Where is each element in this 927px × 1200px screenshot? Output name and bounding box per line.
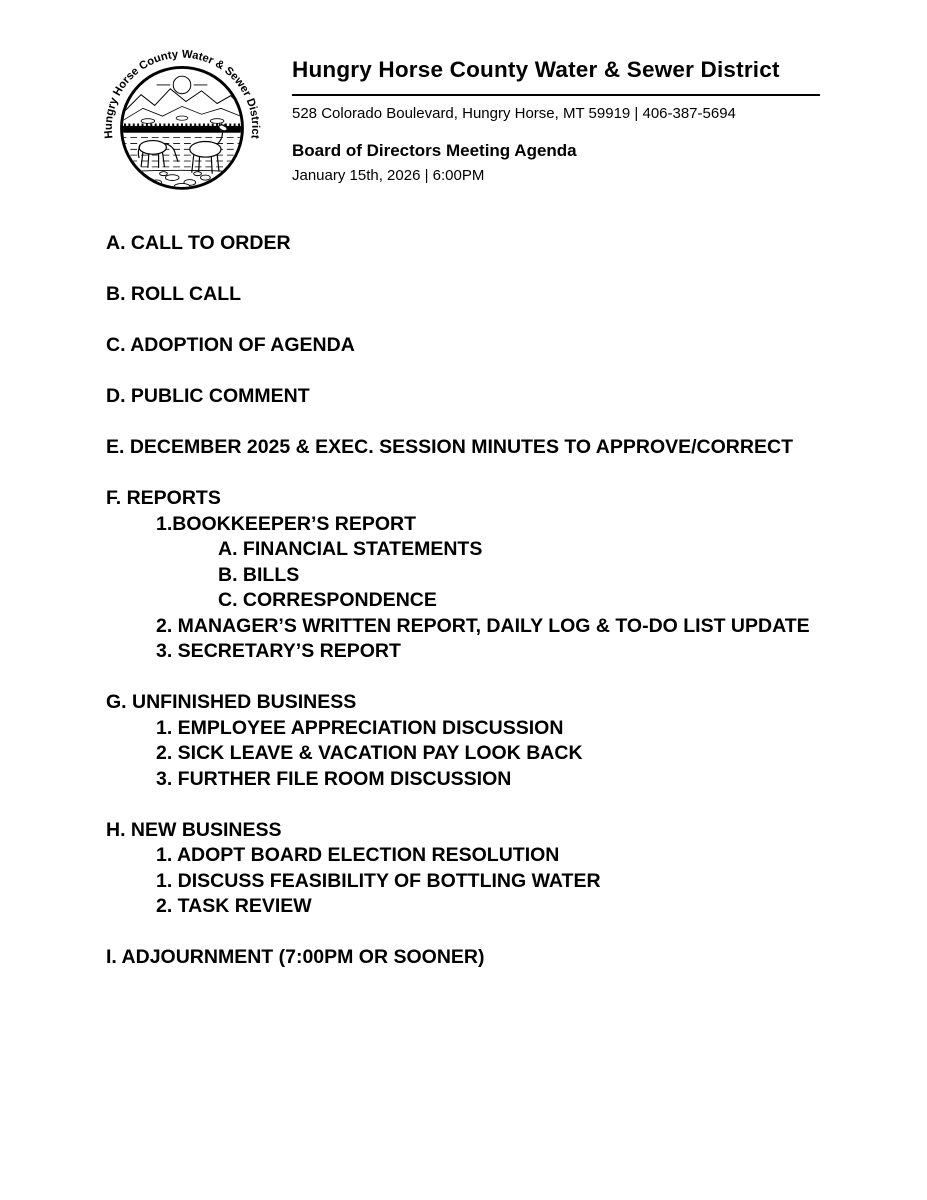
agenda-section-i [106, 945, 896, 971]
agenda-item: C. ADOPTION OF AGENDA [106, 334, 355, 356]
agenda-subitem: 2. MANAGER’S WRITTEN REPORT, DAILY LOG & TO-DO LIST UPDATE [156, 614, 810, 637]
address-phone: 528 Colorado Boulevard, Hungry Horse, MT 59919 | 406-387-5694 [292, 105, 736, 122]
agenda-item: E. DECEMBER 2025 & EXEC. SESSION MINUTES TO APPROVE/CORRECT [106, 436, 793, 458]
agenda-item: H. NEW BUSINESS [106, 818, 282, 841]
agenda-subitem: 1. EMPLOYEE APPRECIATION DISCUSSION [156, 716, 564, 739]
agenda-item: G. UNFINISHED BUSINESS [106, 691, 357, 713]
agenda-list [106, 231, 896, 996]
agenda-item: B. ROLL CALL [106, 283, 242, 305]
district-seal-illustration [96, 44, 268, 200]
doc-title: Board of Directors Meeting Agenda [292, 141, 577, 160]
agenda-subitem: 2. TASK REVIEW [156, 895, 312, 917]
agenda-subitem: 1. ADOPT BOARD ELECTION RESOLUTION [156, 844, 560, 866]
agenda-section-b [106, 282, 896, 308]
agenda-item: F. REPORTS [106, 487, 221, 509]
agenda-subsubitem: B. BILLS [218, 563, 300, 586]
agenda-subsubitem: C. CORRESPONDENCE [218, 589, 437, 611]
agenda-subitem: 3. SECRETARY’S REPORT [156, 640, 401, 662]
agenda-section-f [106, 486, 896, 665]
agenda-item: D. PUBLIC COMMENT [106, 385, 310, 407]
agenda-section-g [106, 690, 896, 792]
agenda-item: A. CALL TO ORDER [106, 232, 291, 254]
agenda-subitem: 3. FURTHER FILE ROOM DISCUSSION [156, 767, 512, 790]
logo-seal-text: Hungry Horse County Water & Sewer District [102, 48, 262, 140]
document-header [292, 57, 852, 185]
district-seal-logo [96, 44, 268, 200]
agenda-section-a [106, 231, 896, 257]
agenda-subsubitem: A. FINANCIAL STATEMENTS [218, 538, 483, 560]
agenda-subitem: 1.BOOKKEEPER’S REPORT [156, 512, 417, 535]
agenda-section-c [106, 333, 896, 359]
org-name: Hungry Horse County Water & Sewer District [292, 57, 780, 82]
agenda-section-d [106, 384, 896, 410]
agenda-section-h [106, 818, 896, 920]
agenda-section-e [106, 435, 896, 461]
meeting-date-time: January 15th, 2026 | 6:00PM [292, 167, 485, 184]
agenda-subitem: 1. DISCUSS FEASIBILITY OF BOTTLING WATER [156, 869, 601, 892]
agenda-item: I. ADJOURNMENT (7:00PM OR SOONER) [106, 946, 485, 968]
header-divider [292, 94, 820, 96]
agenda-subitem: 2. SICK LEAVE & VACATION PAY LOOK BACK [156, 742, 583, 764]
